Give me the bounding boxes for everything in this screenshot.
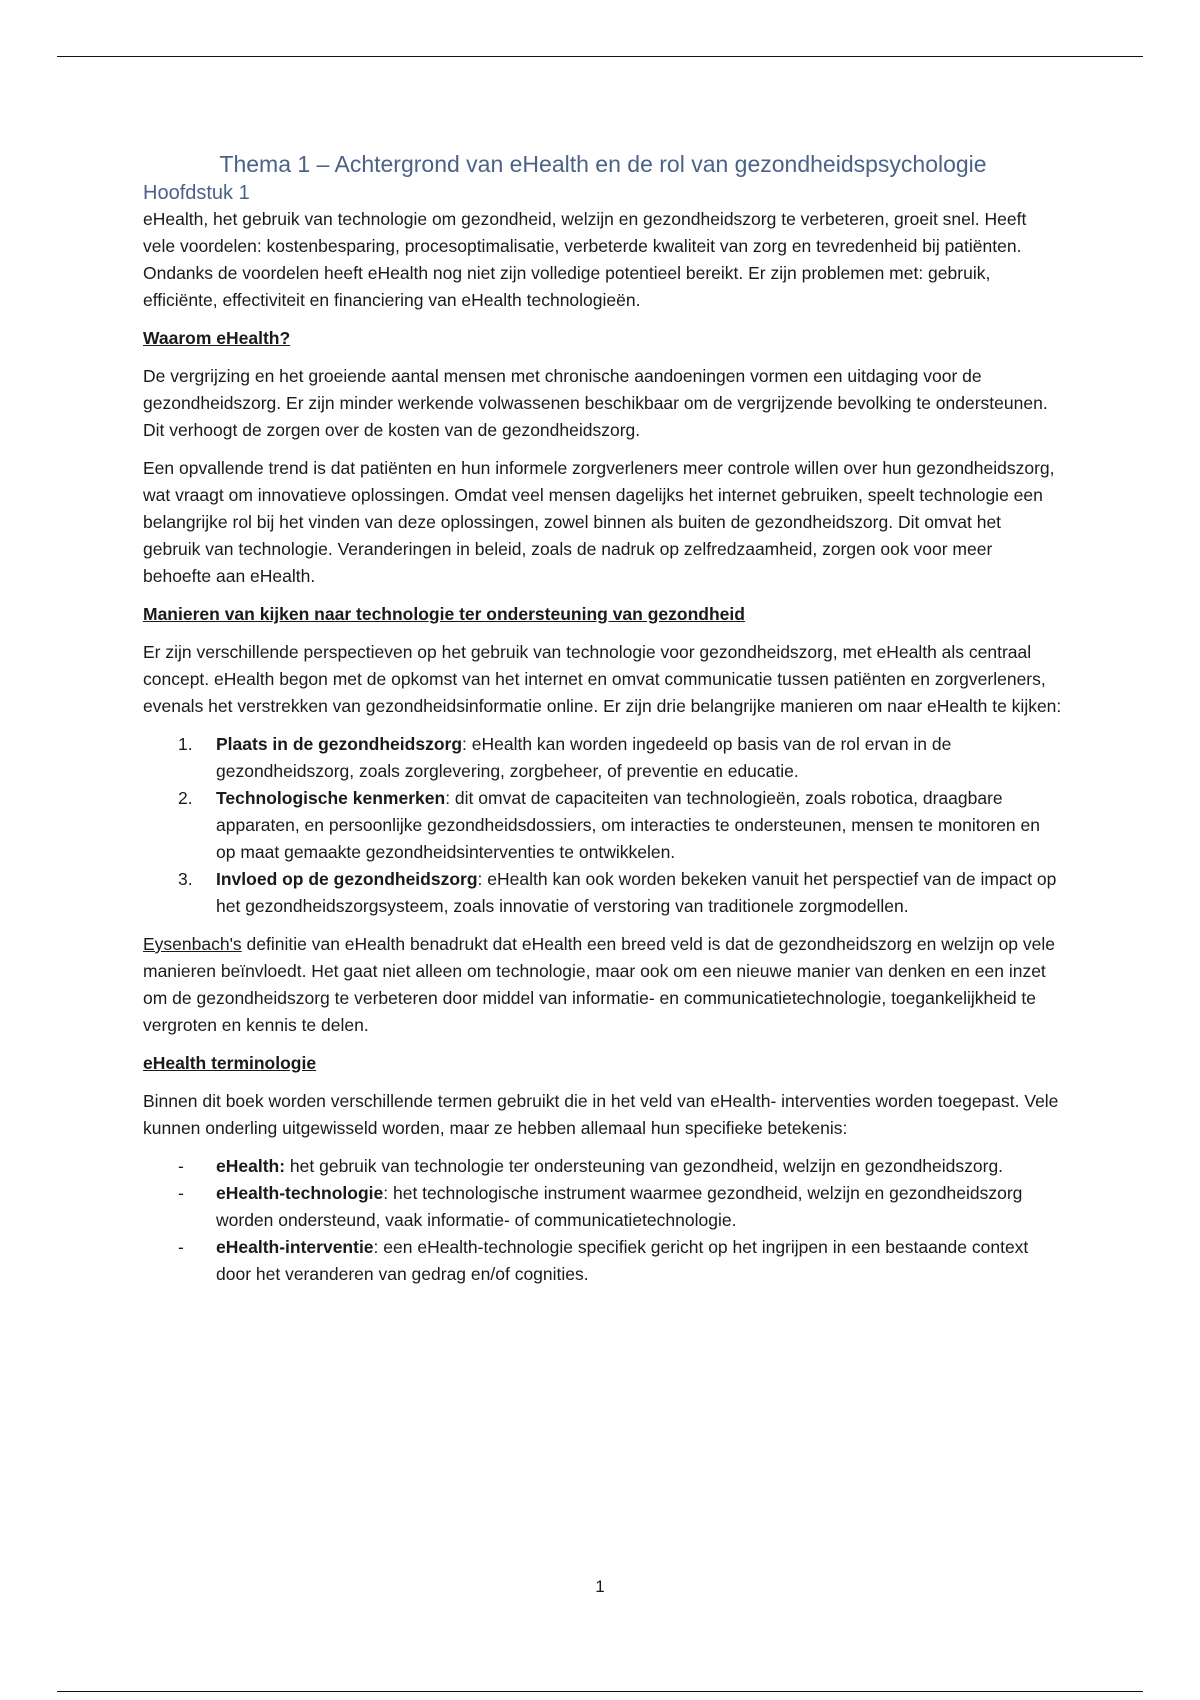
list-term: Technologische kenmerken	[216, 788, 446, 808]
header-rule	[57, 56, 1143, 57]
paragraph: Binnen dit boek worden verschillende termen gebruikt die in het veld van eHealth- interventies worden toegepast. Vele kunnen onderling uitgewisseld worden, maar ze hebben allemaal hun specifieke betekenis:	[143, 1091, 1059, 1138]
paragraph: Er zijn verschillende perspectieven op het gebruik van technologie voor gezondheidszorg, met eHealth als centraal concept. eHealth begon met de opkomst van het internet en omvat communicatie tussen patiënten en zorgverleners, evenals het verstrekken van gezondheidsinformatie online. Er zijn drie belangrijke manieren om naar eHealth te kijken:	[143, 642, 1062, 716]
intro-paragraph: eHealth, het gebruik van technologie om gezondheid, welzijn en gezondheidszorg te verbeteren, groeit snel. Heeft vele voordelen: kostenbesparing, procesoptimalisatie, verbeterde kwaliteit van zorg en tevredenheid bij patiënten. Ondanks de voordelen heeft eHealth nog niet zijn volledige potentieel bereikt. Er zijn problemen met: gebruik, efficiënte, effectiviteit en financiering van eHealth technologieën.	[143, 209, 1027, 310]
list-term: eHealth-technologie	[216, 1183, 384, 1203]
list-item	[143, 1180, 1063, 1234]
list-number: 3.	[178, 869, 193, 889]
eysenbach-reference: Eysenbach's	[143, 934, 242, 954]
list-text: : dit omvat de capaciteiten van technologieën, zoals robotica, draagbare apparaten, en persoonlijke gezondheidsdossiers, om interacties te ondersteunen, mensen te monitoren en op maat gemaakte gezondheidsinterventies te ontwikkelen.	[216, 788, 1040, 862]
bullet-list	[143, 1153, 1063, 1288]
chapter-heading: Hoofdstuk 1	[143, 182, 250, 204]
paragraph: Een opvallende trend is dat patiënten en hun informele zorgverleners meer controle willen over hun gezondheidszorg, wat vraagt om innovatieve oplossingen. Omdat veel mensen dagelijks het internet gebruiken, speelt technologie een belangrijke rol bij het vinden van deze oplossingen, zowel binnen als buiten de gezondheidszorg. Dit omvat het gebruik van technologie. Veranderingen in beleid, zoals de nadruk op zelfredzaamheid, zorgen ook voor meer behoefte aan eHealth.	[143, 458, 1055, 586]
list-item	[143, 866, 1063, 920]
list-text: het gebruik van technologie ter ondersteuning van gezondheid, welzijn en gezondheidszorg.	[285, 1156, 1004, 1176]
section-heading-manieren: Manieren van kijken naar technologie ter ondersteuning van gezondheid	[143, 604, 745, 624]
list-text: : eHealth kan worden ingedeeld op basis van de rol ervan in de gezondheidszorg, zoals zorglevering, zorgbeheer, of preventie en educatie.	[216, 734, 952, 781]
list-text: : een eHealth-technologie specifiek gericht op het ingrijpen in een bestaande context door het veranderen van gedrag en/of cognities.	[216, 1237, 1029, 1284]
paragraph	[143, 931, 1063, 1039]
list-item	[143, 785, 1063, 866]
list-text: : het technologische instrument waarmee gezondheid, welzijn en gezondheidszorg worden ondersteund, vaak informatie- of communicatietechnologie.	[216, 1183, 1023, 1230]
paragraph: De vergrijzing en het groeiende aantal mensen met chronische aandoeningen vormen een uitdaging voor de gezondheidszorg. Er zijn minder werkende volwassenen beschikbaar om de vergrijzende bevolking te ondersteunen. Dit verhoogt de zorgen over de kosten van de gezondheidszorg.	[143, 366, 1048, 440]
list-item	[143, 731, 1063, 785]
page-number: 1	[595, 1577, 605, 1596]
numbered-list	[143, 731, 1063, 920]
list-term: eHealth-interventie	[216, 1237, 374, 1257]
footer-rule	[57, 1691, 1143, 1692]
document-page	[143, 148, 1063, 1288]
list-dash: -	[178, 1237, 184, 1257]
paragraph-text: definitie van eHealth benadrukt dat eHealth een breed veld is dat de gezondheidszorg en welzijn op vele manieren beïnvloedt. Het gaat niet alleen om technologie, maar ook om een nieuwe manier van denken en een inzet om de gezondheidszorg te verbeteren door middel van informatie- en communicatietechnologie, toegankelijkheid te vergroten en kennis te delen.	[143, 934, 1056, 1035]
section-heading-terminologie: eHealth terminologie	[143, 1053, 317, 1073]
document-title: Thema 1 – Achtergrond van eHealth en de rol van gezondheidspsychologie	[219, 151, 987, 177]
list-number: 1.	[178, 734, 193, 754]
list-term: eHealth:	[216, 1156, 286, 1176]
list-dash: -	[178, 1183, 184, 1203]
list-item	[143, 1234, 1063, 1288]
list-number: 2.	[178, 788, 193, 808]
section-heading-waarom: Waarom eHealth?	[143, 328, 291, 348]
list-term: Invloed op de gezondheidszorg	[216, 869, 478, 889]
list-text: : eHealth kan ook worden bekeken vanuit het perspectief van de impact op het gezondheidszorgsysteem, zoals innovatie of verstoring van traditionele zorgmodellen.	[216, 869, 1057, 916]
list-dash: -	[178, 1156, 184, 1176]
list-term: Plaats in de gezondheidszorg	[216, 734, 463, 754]
list-item	[143, 1153, 1063, 1180]
